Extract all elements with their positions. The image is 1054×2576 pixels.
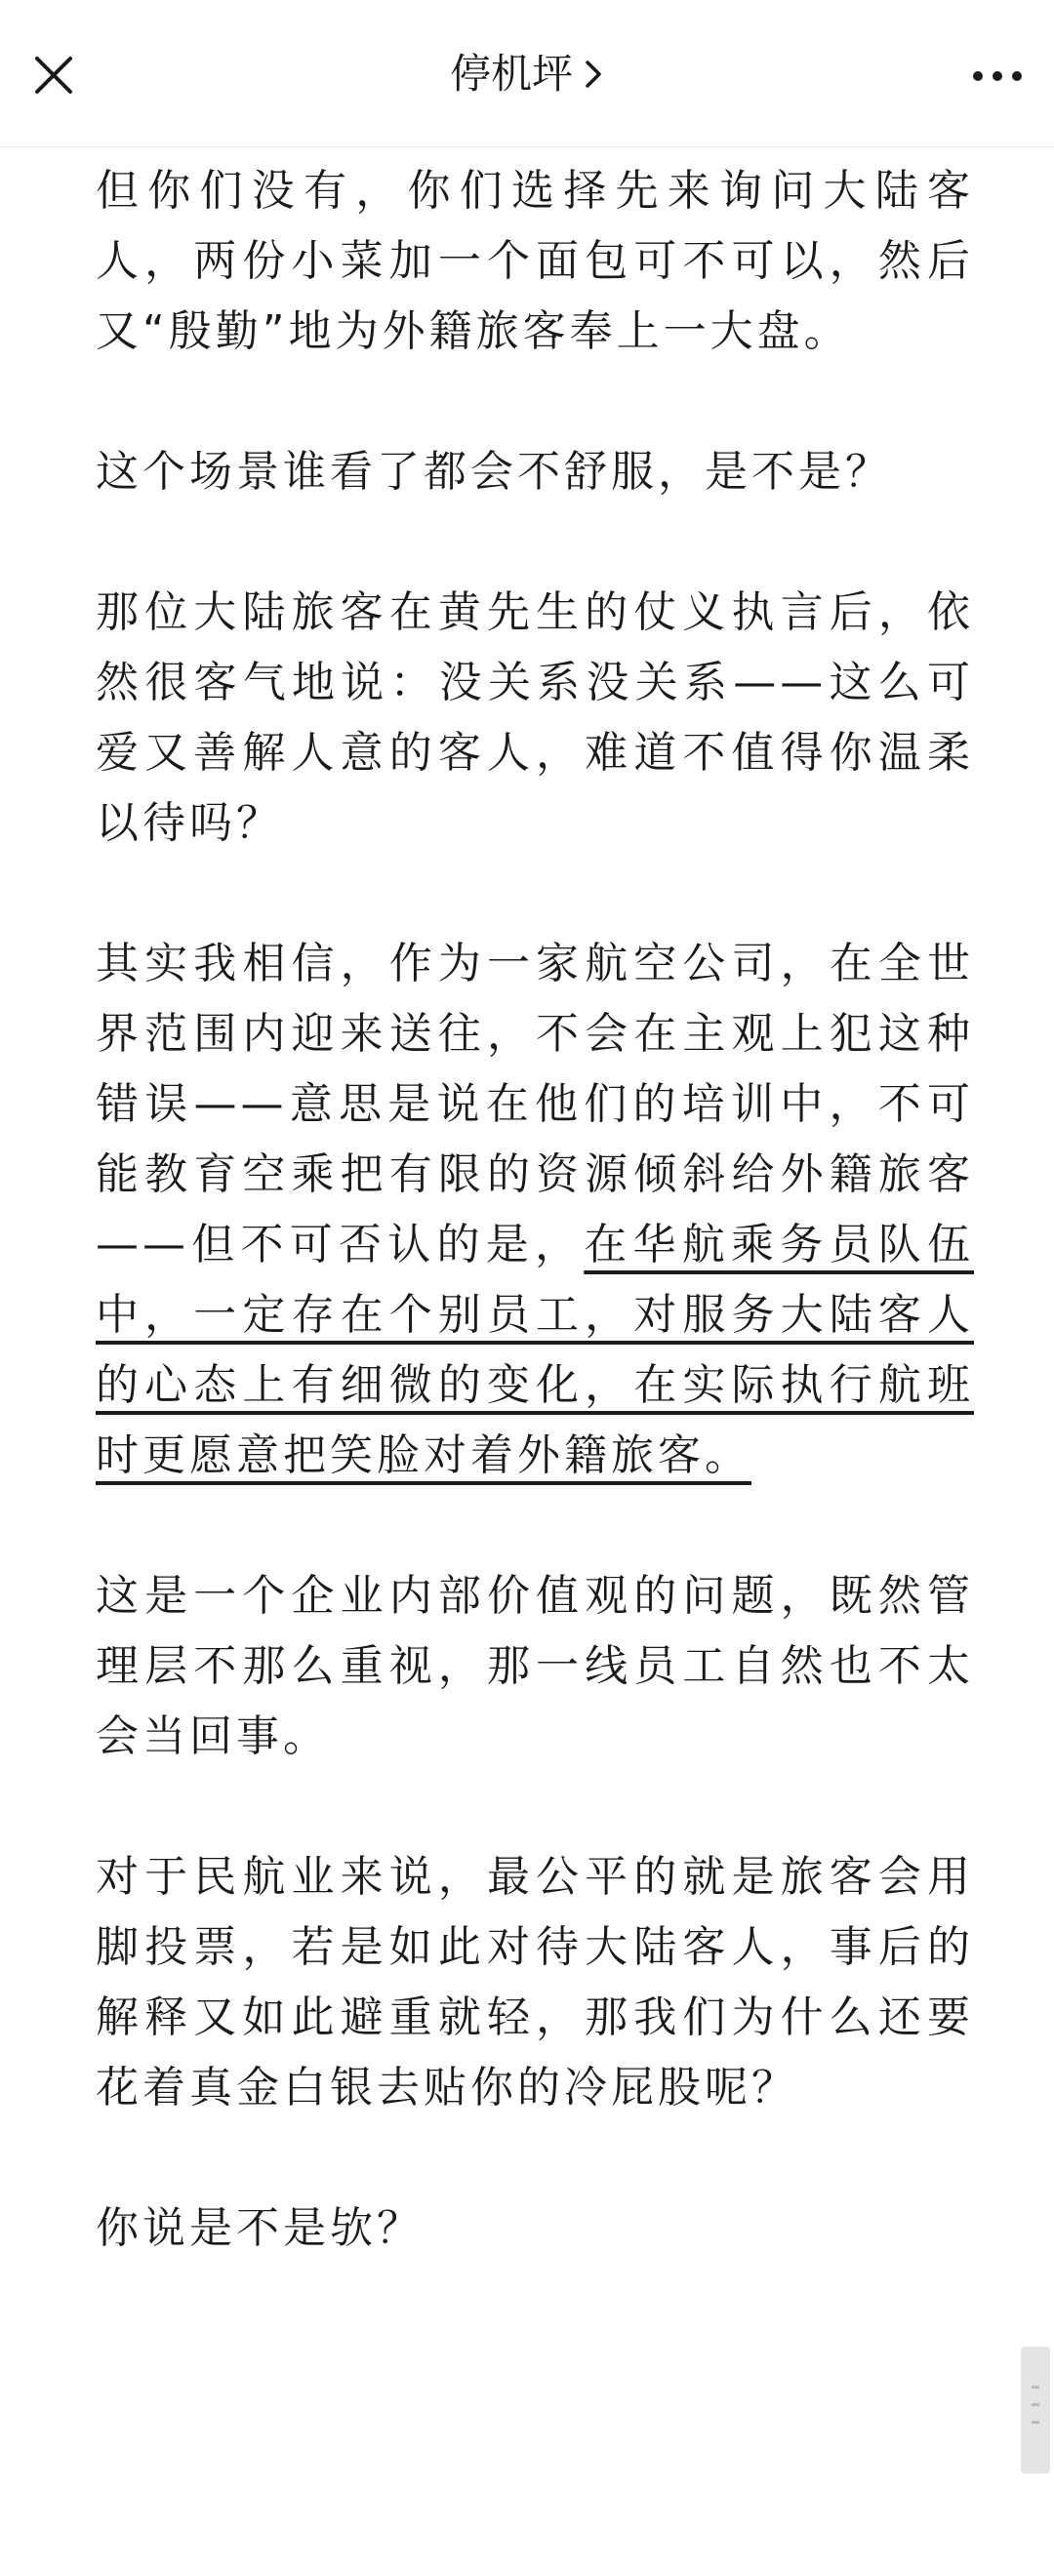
article-paragraph — [96, 1842, 974, 2123]
article-paragraph — [96, 156, 974, 367]
chevron-right-icon — [583, 48, 604, 106]
paragraph-text: 这是一个企业内部价值观的问题，既然管理层不那么重视，那一线员工自然也不太会当回事。 — [96, 1571, 974, 1761]
paragraph-text: 但你们没有，你们选择先来询问大陆客人，两份小菜加一个面包可不可以，然后又“殷勤”地为外籍旅客奉上一大盘。 — [96, 166, 974, 356]
article-paragraph — [96, 2194, 974, 2264]
paragraph-text: 这个场景谁看了都会不舒服，是不是？ — [96, 447, 892, 497]
article-paragraph — [96, 437, 974, 507]
scroll-grip-line — [1032, 2386, 1039, 2389]
scroll-grip-line — [1032, 2421, 1039, 2424]
account-name: 停机坪 — [449, 50, 573, 98]
paragraph-text: 对于民航业来说，最公平的就是旅客会用脚投票，若是如此对待大陆客人，事后的解释又如此避重就轻，那我们为什么还要花着真金白银去贴你的冷屁股呢？ — [96, 1852, 974, 2113]
paragraph-text: 你说是不是欤？ — [96, 2203, 424, 2253]
article-paragraph — [96, 929, 974, 1491]
paragraph-text: 那位大陆旅客在黄先生的仗义执言后，依然很客气地说：没关系没关系——这么可爱又善解人意的客人，难道不值得你温柔以待吗？ — [96, 587, 974, 848]
underlined-highlight-text: 在华航乘务员队伍中，一定存在个别员工，对服务大陆客人的心态上有细微的变化，在实际执行航班时更愿意把笑脸对着外籍旅客。 — [96, 1220, 974, 1480]
more-options-button[interactable] — [968, 57, 1027, 96]
article-paragraph — [96, 1561, 974, 1772]
scroll-grip-line — [1032, 2403, 1039, 2406]
more-dots-icon — [968, 57, 1027, 96]
top-nav-bar — [0, 0, 1054, 147]
paragraph-text: 其实我相信，作为一家航空公司，在全世界范围内迎来送往，不会在主观上犯这种错误——意思是说在他们的培训中，不可能教育空乘把有限的资源倾斜给外籍旅客——但不可否认的是， — [96, 939, 974, 1269]
article-body — [96, 156, 974, 2264]
account-name-link[interactable] — [0, 45, 1054, 106]
article-paragraph — [96, 578, 974, 859]
scroll-indicator[interactable] — [1021, 2347, 1050, 2474]
